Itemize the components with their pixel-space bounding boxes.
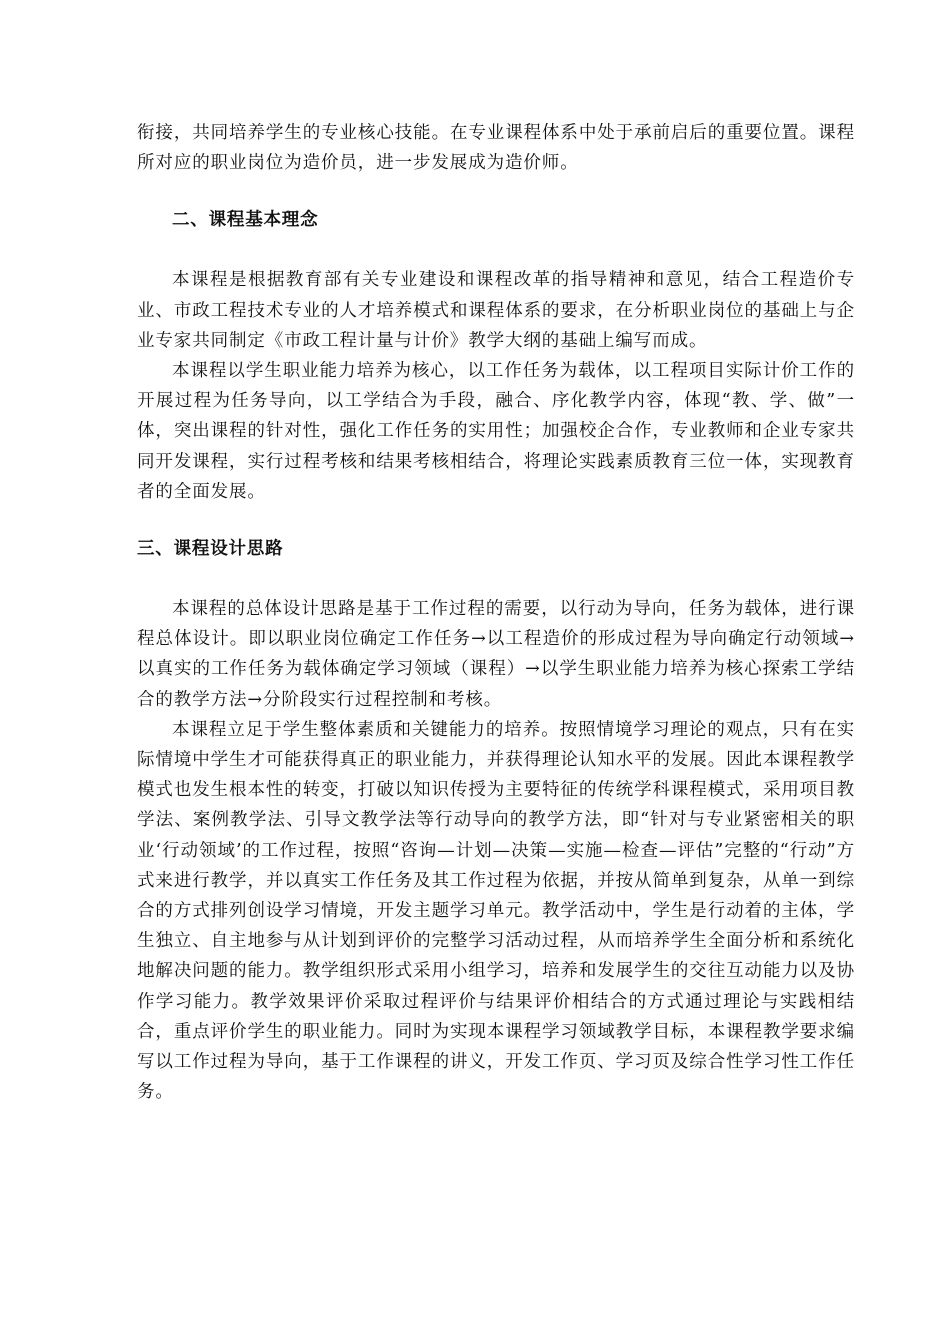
section-heading-course-design: 三、课程设计思路 xyxy=(137,539,284,560)
document-body xyxy=(137,118,855,1107)
design-paragraph-2: 本课程立足于学生整体素质和关键能力的培养。按照情境学习理论的观点，只有在实际情境中学生才可能获得真正的职业能力，并获得理论认知水平的发展。因此本课程教学模式也发生根本性的转变，打破以知识传授为主要特征的传统学科课程模式，采用项目教学法、案例教学法、引导文教学法等行动导向的教学方法，即“针对与专业紧密相关的职业‘行动领域’的工作过程，按照“咨询—计划—决策—实施—检查—评估”完整的“行动”方式来进行教学，并以真实工作任务及其工作过程为依据，并按从简单到复杂，从单一到综合的方式排列创设学习情境，开发主题学习单元。教学活动中，学生是行动着的主体，学生独立、自主地参与从计划到评价的完整学习活动过程，从而培养学生全面分析和系统化地解决问题的能力。教学组织形式采用小组学习，培养和发展学生的交往互动能力以及协作学习能力。教学效果评价采取过程评价与结果评价相结合的方式通过理论与实践相结合，重点评价学生的职业能力。同时为实现本课程学习领域教学目标，本课程教学要求编写以工作过程为导向，基于工作课程的讲义，开发工作页、学习页及综合性学习性工作任务。 xyxy=(137,719,855,1103)
philosophy-paragraph-2: 本课程以学生职业能力培养为核心，以工作任务为载体，以工程项目实际计价工作的开展过程为任务导向，以工学结合为手段，融合、序化教学内容，体现“教、学、做”一体，突出课程的针对性，强化工作任务的实用性；加强校企合作，专业教师和企业专家共同开发课程，实行过程考核和结果考核相结合，将理论实践素质教育三位一体，实现教育者的全面发展。 xyxy=(137,361,855,502)
design-paragraph-1: 本课程的总体设计思路是基于工作过程的需要，以行动为导向，任务为载体，进行课程总体设计。即以职业岗位确定工作任务→以工程造价的形成过程为导向确定行动领域→以真实的工作任务为载体确定学习领域（课程）→以学生职业能力培养为核心探索工学结合的教学方法→分阶段实行过程控制和考核。 xyxy=(137,599,855,710)
philosophy-paragraph-1: 本课程是根据教育部有关专业建设和课程改革的指导精神和意见，结合工程造价专业、市政工程技术专业的人才培养模式和课程体系的要求，在分析职业岗位的基础上与企业专家共同制定《市政工程计量与计价》教学大纲的基础上编写而成。 xyxy=(137,270,855,351)
intro-paragraph: 衔接，共同培养学生的专业核心技能。在专业课程体系中处于承前启后的重要位置。课程所对应的职业岗位为造价员，进一步发展成为造价师。 xyxy=(137,123,855,174)
section-heading-course-philosophy: 二、课程基本理念 xyxy=(172,210,319,231)
